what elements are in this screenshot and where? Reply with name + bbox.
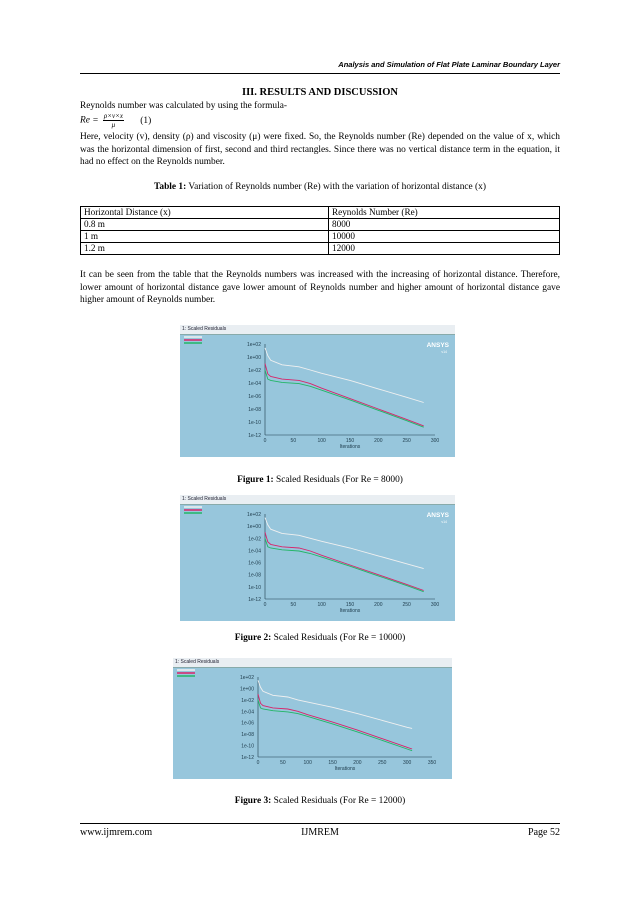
x-tick-label: 200: [353, 760, 362, 766]
table-cell: 1.2 m: [81, 243, 329, 255]
ansys-version: v14: [441, 350, 447, 354]
x-tick-label: 300: [402, 760, 412, 766]
figure-panel-title: 1: Scaled Residuals: [180, 495, 455, 505]
y-tick-label: 1e-04: [248, 548, 261, 555]
formula-numerator: ρ×v×x: [103, 112, 123, 120]
formula-fraction: [103, 112, 124, 129]
y-tick-label: 1e-12: [241, 755, 254, 761]
legend: [184, 337, 202, 343]
x-tick-label: 200: [374, 438, 383, 444]
y-tick-label: 1e-10: [248, 584, 261, 591]
residuals-chart-2: [180, 495, 455, 621]
residuals-chart-1: [180, 325, 455, 457]
y-tick-label: 1e-04: [241, 709, 254, 716]
paragraph-2: It can be seen from the table that the Reynolds numbers was increased with the increasing of horizontal distance. Therefore, lower amount of horizontal distance gave lower amount of Reynolds number and higher amount of horizontal distance gave higher amount of Reynolds number.: [80, 270, 560, 306]
table-header-cell: Reynolds Number (Re): [329, 207, 560, 219]
x-tick-label: 300: [430, 438, 440, 444]
figure-panel-title: 1: Scaled Residuals: [173, 658, 452, 668]
table-row: [81, 231, 560, 243]
legend: [177, 670, 195, 676]
figure-panel-title: 1: Scaled Residuals: [180, 325, 455, 335]
figure-caption-label: Figure 3:: [234, 796, 272, 806]
y-tick-label: 1e-06: [241, 720, 254, 727]
x-tick-label: 100: [303, 760, 312, 766]
y-tick-label: 1e-06: [248, 560, 261, 567]
figure-caption-text: Scaled Residuals (For Re = 10000): [271, 633, 406, 643]
ansys-logo: ANSYS: [426, 342, 449, 349]
table-row: [81, 219, 560, 231]
x-tick-label: 150: [328, 760, 337, 766]
residuals-figure-2: [180, 495, 455, 621]
table-cell: 8000: [329, 219, 560, 231]
residual-series-line: [265, 364, 424, 426]
figure-caption-text: Scaled Residuals (For Re = 12000): [271, 796, 406, 806]
y-tick-label: 1e-04: [248, 381, 261, 387]
y-tick-label: 1e+02: [246, 512, 261, 518]
table-caption-text: Variation of Reynolds number (Re) with the variation of horizontal distance (x): [186, 182, 486, 192]
intro-text: Reynolds number was calculated by using the formula-: [80, 101, 287, 111]
paragraph-1: Here, velocity (v), density (ρ) and viscosity (μ) were fixed. So, the Reynolds number (Re) depended on the value of x, which was the horizontal dimension of first, second and third rectangles. Since there was no vertical distance term in the equation, it had no effect on the Reynolds number.: [80, 132, 560, 168]
x-tick-label: 100: [317, 438, 326, 444]
x-tick-label: 200: [374, 602, 383, 608]
residual-series-line: [265, 532, 424, 590]
residual-series-line: [258, 680, 412, 728]
table-header-row: [81, 207, 560, 219]
x-tick-label: 50: [290, 602, 297, 608]
y-tick-label: 1e+00: [246, 355, 261, 361]
residual-series-line: [265, 348, 424, 403]
y-tick-label: 1e-06: [248, 394, 261, 400]
y-tick-label: 1e-02: [248, 536, 261, 543]
y-tick-label: 1e-12: [248, 597, 261, 603]
table-cell: 1 m: [81, 231, 329, 243]
footer-website: www.ijmrem.com: [80, 827, 153, 838]
y-tick-label: 1e-08: [248, 572, 261, 579]
x-tick-label: 0: [256, 760, 260, 766]
footer-rule: [80, 823, 560, 824]
y-tick-label: 1e+02: [246, 342, 261, 348]
x-tick-label: 0: [263, 602, 267, 608]
x-axis-label: Iterations: [334, 766, 356, 772]
x-tick-label: 300: [430, 602, 440, 608]
figure-caption-text: Scaled Residuals (For Re = 8000): [273, 475, 403, 485]
y-tick-label: 1e-12: [248, 433, 261, 439]
residual-series-line: [265, 518, 424, 569]
ansys-version: v14: [441, 520, 447, 524]
table-cell: 0.8 m: [81, 219, 329, 231]
x-tick-label: 150: [345, 438, 355, 444]
reynolds-table: [80, 206, 560, 255]
header-rule: [80, 73, 560, 74]
footer-journal: IJMREM: [301, 827, 339, 838]
residual-series-line: [258, 694, 412, 749]
x-tick-label: 100: [317, 602, 326, 608]
figure-caption-label: Figure 2:: [234, 633, 272, 643]
table-header-cell: Horizontal Distance (x): [81, 207, 329, 219]
x-tick-label: 350: [427, 760, 437, 766]
running-header: Analysis and Simulation of Flat Plate Laminar Boundary Layer: [338, 60, 560, 69]
y-tick-label: 1e-10: [248, 420, 261, 426]
page-footer: [80, 827, 560, 841]
x-tick-label: 150: [345, 602, 355, 608]
y-tick-label: 1e+00: [239, 686, 254, 693]
x-tick-label: 50: [280, 760, 286, 766]
y-tick-label: 1e-10: [241, 743, 254, 750]
table-cell: 10000: [329, 231, 560, 243]
formula-lhs: Re =: [80, 115, 99, 126]
figure-1-caption: [80, 475, 560, 485]
table-caption-label: Table 1:: [154, 182, 187, 192]
figure-3-caption: [80, 796, 560, 806]
table-cell: 12000: [329, 243, 560, 255]
table-caption: [80, 182, 560, 192]
x-tick-label: 0: [263, 438, 267, 444]
y-tick-label: 1e+02: [239, 675, 254, 681]
y-tick-label: 1e-08: [241, 732, 254, 739]
section-title: III. RESULTS AND DISCUSSION: [241, 87, 398, 98]
x-tick-label: 250: [402, 602, 411, 608]
x-axis-label: Iterations: [339, 444, 361, 450]
ansys-logo: ANSYS: [426, 512, 449, 519]
y-tick-label: 1e+00: [246, 524, 261, 531]
residuals-figure-3: [173, 658, 452, 779]
footer-page-number: Page 52: [528, 827, 560, 838]
figure-caption-label: Figure 1:: [237, 475, 274, 485]
y-tick-label: 1e-02: [248, 368, 261, 374]
residuals-chart-3: [173, 658, 452, 779]
residuals-figure-1: [180, 325, 455, 457]
y-tick-label: 1e-02: [241, 697, 254, 704]
formula: [80, 112, 151, 129]
x-tick-label: 250: [378, 760, 387, 766]
figure-2-caption: [80, 633, 560, 643]
equation-number: (1): [140, 115, 152, 126]
x-tick-label: 250: [402, 438, 411, 444]
x-axis-label: Iterations: [339, 608, 361, 614]
y-tick-label: 1e-08: [248, 407, 261, 413]
legend: [184, 507, 202, 513]
table-row: [81, 243, 560, 255]
formula-denominator: μ: [111, 121, 116, 129]
x-tick-label: 50: [290, 438, 297, 444]
